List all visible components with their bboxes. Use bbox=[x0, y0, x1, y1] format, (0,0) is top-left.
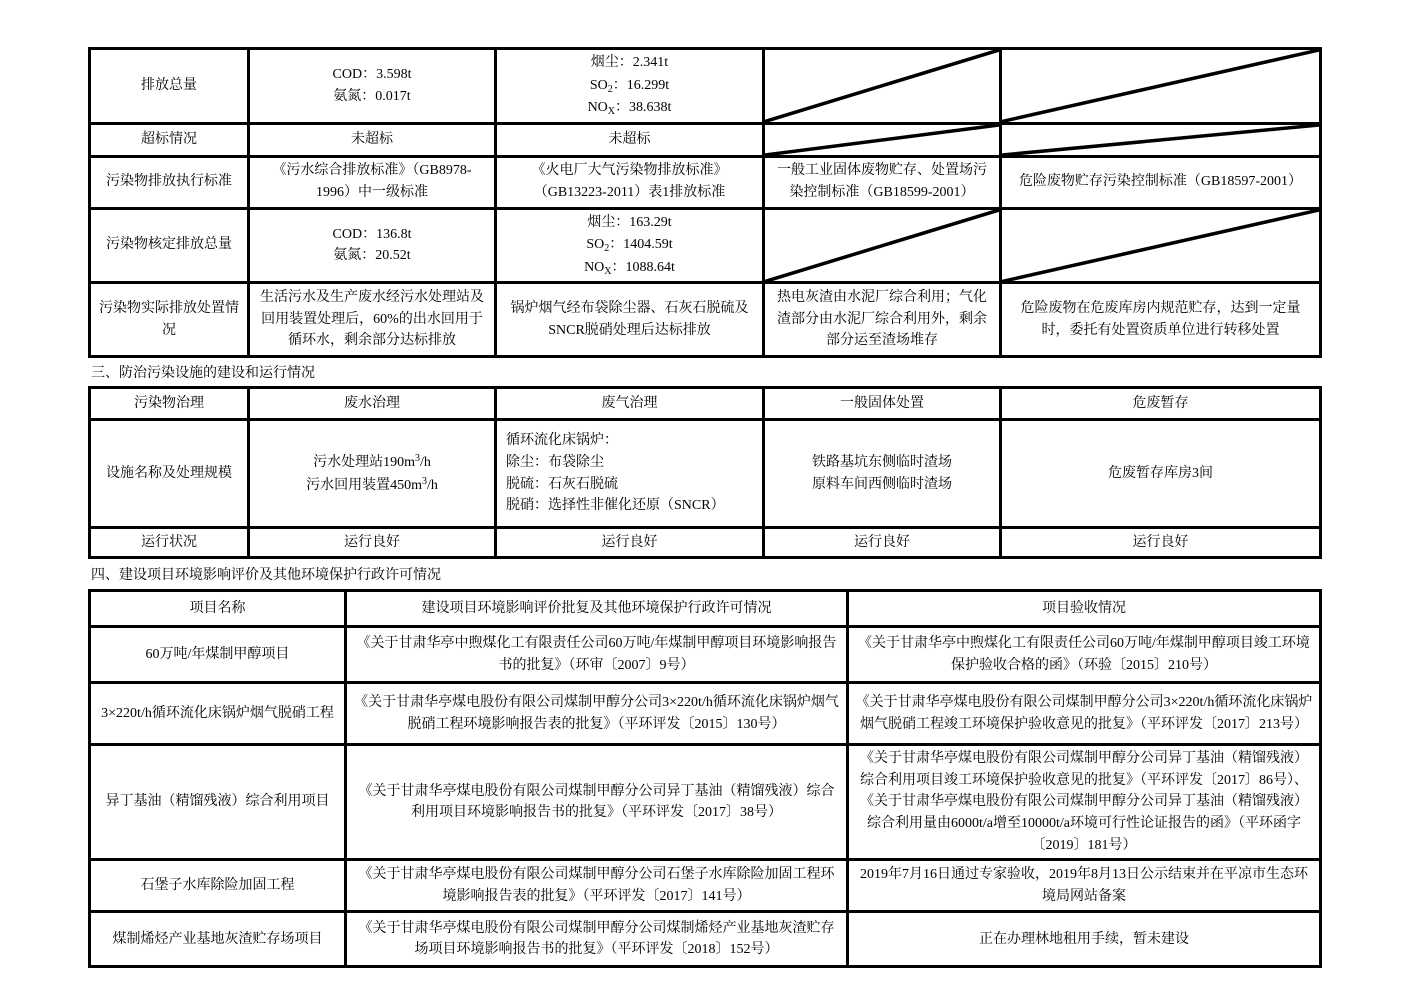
cell-approved-water bbox=[249, 208, 496, 283]
cell-disposal-ash: 热电灰渣由水泥厂综合利用；气化渣部分由水泥厂综合利用外，剩余部分运至渣场堆存 bbox=[764, 283, 1001, 357]
section-3-title: 三、防治污染设施的建设和运行情况 bbox=[91, 366, 315, 381]
row-label-exceedance: 超标情况 bbox=[90, 123, 249, 156]
cell-project-name: 3×220t/h循环流化床锅炉烟气脱硝工程 bbox=[90, 683, 346, 745]
facilities-table bbox=[88, 386, 1322, 559]
value-line: 污水处理站$190m^3/h$ bbox=[313, 452, 431, 470]
cell-project-name: 石堡子水库除险加固工程 bbox=[90, 860, 346, 912]
cell-exceedance-water: 未超标 bbox=[249, 123, 496, 156]
row-label-actual-disposal: 污染物实际排放处置情况 bbox=[90, 283, 249, 357]
table-row bbox=[90, 912, 1321, 967]
environmental-report-document bbox=[88, 47, 1319, 968]
value-line: 脱硫：石灰石脱硫 bbox=[506, 476, 618, 492]
empty-cell bbox=[764, 208, 1001, 283]
value-line: 原料车间西侧临时渣场 bbox=[812, 476, 952, 492]
header-project-name: 项目名称 bbox=[90, 591, 346, 627]
cell-facility-hazardous: 危废暂存库房3间 bbox=[1001, 420, 1321, 528]
cell-standard-solidwaste: 一般工业固体废物贮存、处置场污染控制标准（GB18599-2001） bbox=[764, 156, 1001, 208]
row-label-standards: 污染物排放执行标准 bbox=[90, 156, 249, 208]
header-eia-approval: 建设项目环境影响评价批复及其他环境保护行政许可情况 bbox=[346, 591, 848, 627]
value-line: $NO_X$：1088.64t bbox=[584, 259, 675, 277]
cell-project-acceptance: 正在办理林地租用手续，暂未建设 bbox=[848, 912, 1321, 967]
value-line: 氨氮：20.52t bbox=[333, 248, 411, 264]
cell-project-approval: 《关于甘肃华亭中煦煤化工有限责任公司60万吨/年煤制甲醇项目环境影响报告书的批复》（环审〔2007〕9号） bbox=[346, 627, 848, 683]
table-row bbox=[90, 420, 1321, 528]
cell-status-gas: 运行良好 bbox=[496, 528, 764, 558]
cell-disposal-wastewater: 生活污水及生产废水经污水处理站及回用装置处理后，60%的出水回用于循环水，剩余部分达标排放 bbox=[249, 283, 496, 357]
diagonal-slash-icon bbox=[765, 210, 999, 282]
cell-project-approval: 《关于甘肃华亭煤电股份有限公司煤制甲醇分公司石堡子水库除险加固工程环境影响报告表的批复》（平环评发〔2017〕141号） bbox=[346, 860, 848, 912]
row-label-facilities: 设施名称及处理规模 bbox=[90, 420, 249, 528]
table-row bbox=[90, 156, 1321, 208]
value-line: $NO_X$：38.638t bbox=[587, 100, 672, 117]
empty-cell bbox=[764, 123, 1001, 156]
value-line: 烟尘：163.29t bbox=[587, 214, 672, 230]
empty-cell bbox=[1001, 208, 1321, 283]
empty-cell bbox=[764, 49, 1001, 124]
table-row bbox=[90, 208, 1321, 283]
cell-exceedance-air: 未超标 bbox=[496, 123, 764, 156]
table-header-row bbox=[90, 591, 1321, 627]
value-line: $SO_2$：1404.59t bbox=[586, 237, 673, 254]
table-row bbox=[90, 683, 1321, 745]
cell-status-hazardous: 运行良好 bbox=[1001, 528, 1321, 558]
value-line: 除尘：布袋除尘 bbox=[506, 454, 604, 470]
cell-project-acceptance: 《关于甘肃华亭中煦煤化工有限责任公司60万吨/年煤制甲醇项目竣工环境保护验收合格的函》（环验〔2015〕210号） bbox=[848, 627, 1321, 683]
table-row bbox=[90, 528, 1321, 558]
section-4-title: 四、建设项目环境影响评价及其他环境保护行政许可情况 bbox=[91, 568, 441, 583]
cell-project-name: 煤制烯烃产业基地灰渣贮存场项目 bbox=[90, 912, 346, 967]
eia-approvals-table bbox=[88, 589, 1322, 968]
empty-cell bbox=[1001, 123, 1321, 156]
cell-project-approval: 《关于甘肃华亭煤电股份有限公司煤制甲醇分公司煤制烯烃产业基地灰渣贮存场项目环境影响报告书的批复》（平环评发〔2018〕152号） bbox=[346, 912, 848, 967]
cell-wastewater-totals bbox=[249, 49, 496, 124]
value-line: COD：136.8t bbox=[332, 226, 412, 242]
table-row bbox=[90, 49, 1321, 124]
value-line: 循环流化床锅炉： bbox=[506, 433, 618, 449]
cell-facility-gas bbox=[496, 420, 764, 528]
value-line: 脱硝：选择性非催化还原（SNCR） bbox=[506, 498, 725, 514]
header-wastewater: 废水治理 bbox=[249, 388, 496, 420]
value-line: COD：3.598t bbox=[332, 67, 412, 83]
cell-approved-air bbox=[496, 208, 764, 283]
table-row bbox=[90, 283, 1321, 357]
header-solid: 一般固体处置 bbox=[764, 388, 1001, 420]
diagonal-slash-icon bbox=[765, 125, 999, 155]
emissions-table bbox=[88, 47, 1322, 358]
cell-project-acceptance: 《关于甘肃华亭煤电股份有限公司煤制甲醇分公司3×220t/h循环流化床锅炉烟气脱硝工程竣工环境保护验收意见的批复》（平环评发〔2017〕213号） bbox=[848, 683, 1321, 745]
table-row bbox=[90, 860, 1321, 912]
cell-status-water: 运行良好 bbox=[249, 528, 496, 558]
cell-project-approval: 《关于甘肃华亭煤电股份有限公司煤制甲醇分公司3×220t/h循环流化床锅炉烟气脱硝工程环境影响报告表的批复》（平环评发〔2015〕130号） bbox=[346, 683, 848, 745]
table-row bbox=[90, 123, 1321, 156]
row-label-approved-totals: 污染物核定排放总量 bbox=[90, 208, 249, 283]
cell-standard-air: 《火电厂大气污染物排放标准》（GB13223-2011）表1排放标准 bbox=[496, 156, 764, 208]
row-label-status: 运行状况 bbox=[90, 528, 249, 558]
table-header-row bbox=[90, 388, 1321, 420]
value-line: 铁路基坑东侧临时渣场 bbox=[812, 454, 952, 470]
cell-project-acceptance: 2019年7月16日通过专家验收，2019年8月13日公示结束并在平凉市生态环境局网站备案 bbox=[848, 860, 1321, 912]
table-row bbox=[90, 627, 1321, 683]
value-line: 污水回用装置$450m^3/h$ bbox=[306, 475, 438, 493]
diagonal-slash-icon bbox=[765, 50, 999, 122]
table-row bbox=[90, 745, 1321, 860]
row-label-total-emission: 排放总量 bbox=[90, 49, 249, 124]
header-gas: 废气治理 bbox=[496, 388, 764, 420]
cell-project-name: 60万吨/年煤制甲醇项目 bbox=[90, 627, 346, 683]
value-line: 烟尘：2.341t bbox=[590, 55, 669, 70]
diagonal-slash-icon bbox=[1002, 50, 1319, 122]
header-hazardous: 危废暂存 bbox=[1001, 388, 1321, 420]
cell-facility-solid bbox=[764, 420, 1001, 528]
cell-status-solid: 运行良好 bbox=[764, 528, 1001, 558]
empty-cell bbox=[1001, 49, 1321, 124]
cell-disposal-hazardous: 危险废物在危废库房内规范贮存，达到一定量时，委托有处置资质单位进行转移处置 bbox=[1001, 283, 1321, 357]
cell-project-approval: 《关于甘肃华亭煤电股份有限公司煤制甲醇分公司异丁基油（精馏残液）综合利用项目环境影响报告书的批复》（平环评发〔2017〕38号） bbox=[346, 745, 848, 860]
cell-standard-wastewater: 《污水综合排放标准》（GB8978-1996）中一级标准 bbox=[249, 156, 496, 208]
cell-disposal-fluegas: 锅炉烟气经布袋除尘器、石灰石脱硫及SNCR脱硝处理后达标排放 bbox=[496, 283, 764, 357]
cell-project-acceptance: 《关于甘肃华亭煤电股份有限公司煤制甲醇分公司异丁基油（精馏残液）综合利用项目竣工环境保护验收意见的批复》（平环评发〔2017〕86号）、《关于甘肃华亭煤电股份有限公司煤制甲醇分公司异丁基油（精馏残液）综合利用量由6000t/a增至10000t/a环境可行性论证报告的函》（平环函字〔2019〕181号） bbox=[848, 745, 1321, 860]
header-acceptance-status: 项目验收情况 bbox=[848, 591, 1321, 627]
cell-airemission-totals bbox=[496, 49, 764, 124]
header-treatment-type: 污染物治理 bbox=[90, 388, 249, 420]
diagonal-slash-icon bbox=[1002, 210, 1319, 282]
value-line: 氨氮：0.017t bbox=[333, 88, 411, 104]
cell-facility-water bbox=[249, 420, 496, 528]
cell-standard-hazardous: 危险废物贮存污染控制标准（GB18597-2001） bbox=[1001, 156, 1321, 208]
diagonal-slash-icon bbox=[1002, 125, 1319, 155]
cell-project-name: 异丁基油（精馏残液）综合利用项目 bbox=[90, 745, 346, 860]
value-line: $SO_2$：16.299t bbox=[589, 77, 670, 95]
